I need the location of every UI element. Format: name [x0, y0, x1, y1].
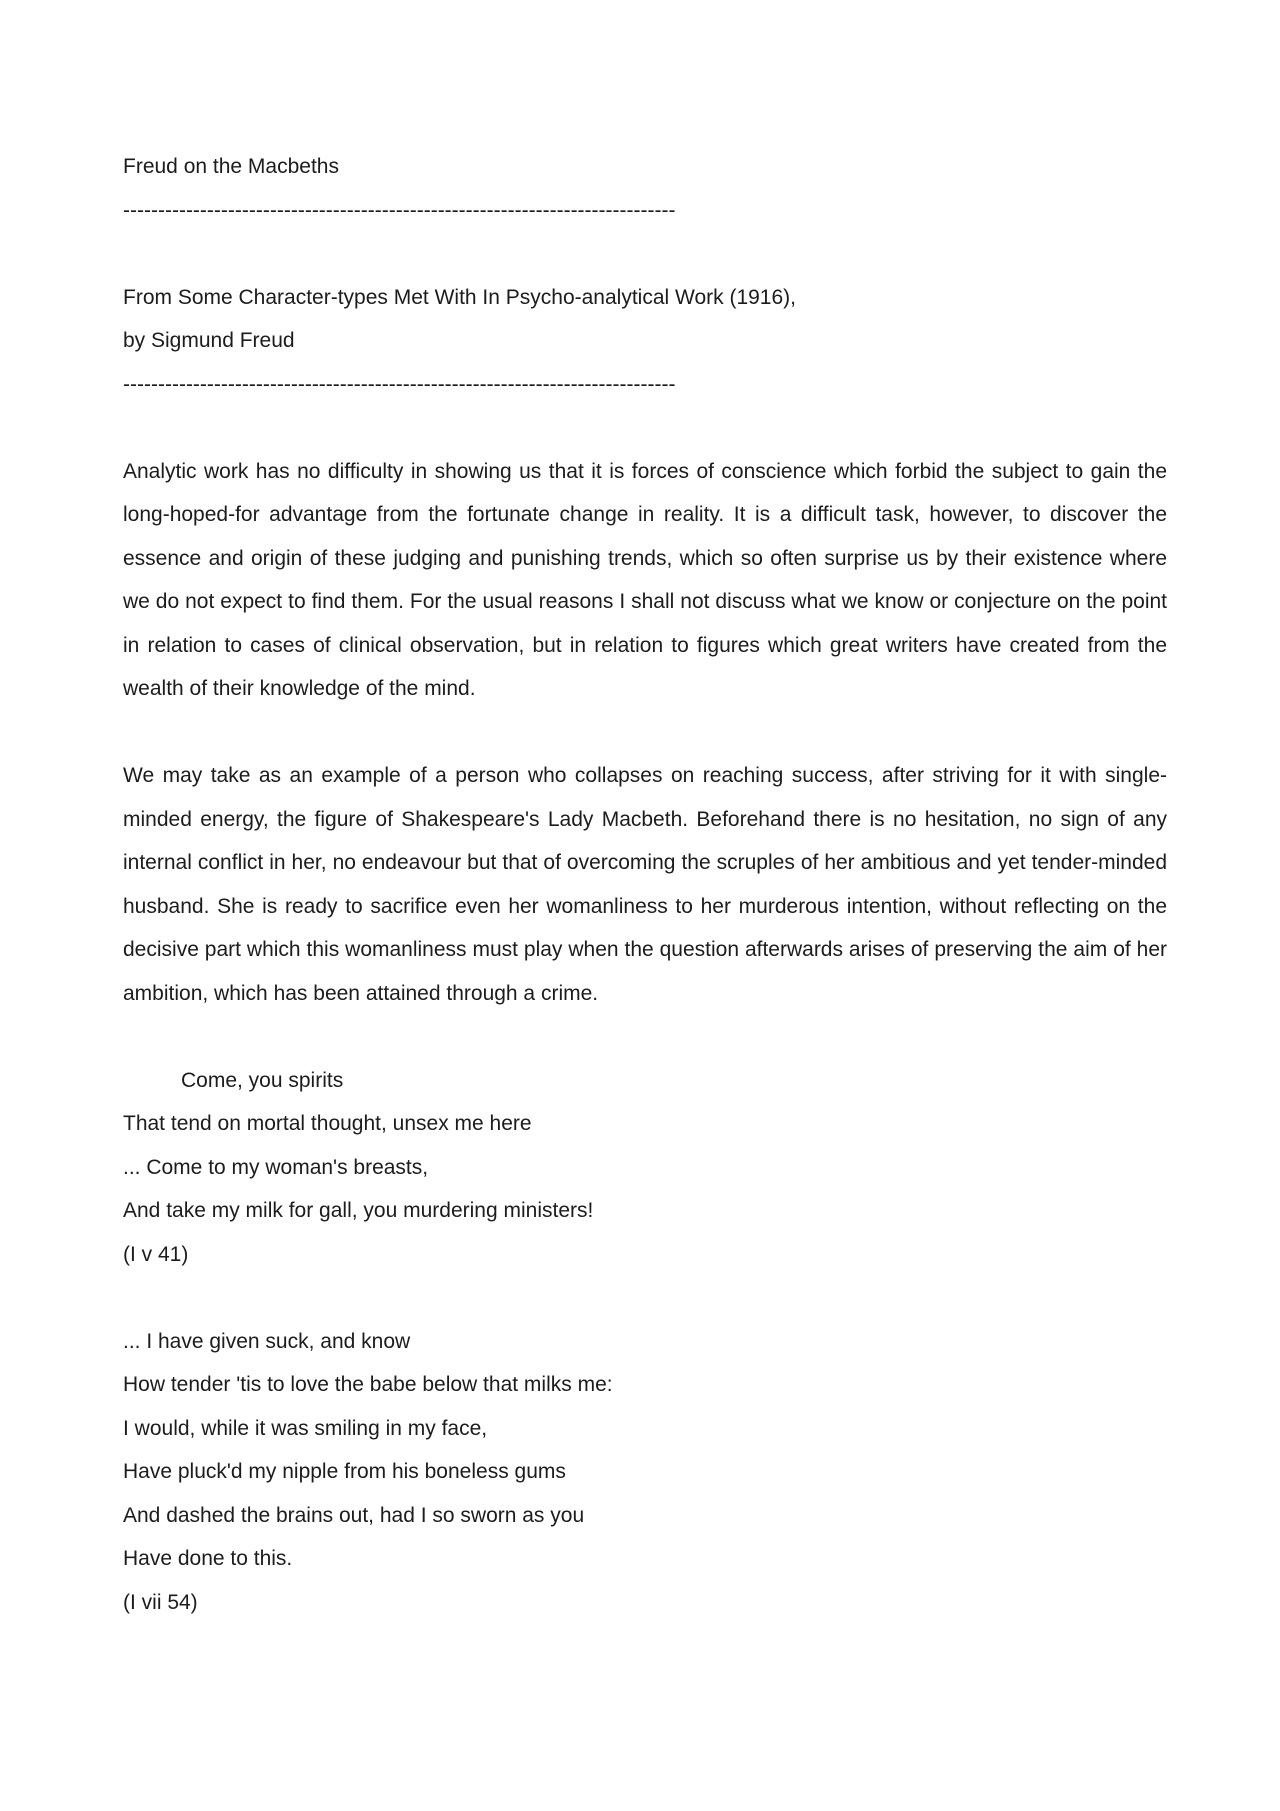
- quote-line: Come, you spirits: [181, 1068, 344, 1092]
- quote-line: ... I have given suck, and know: [123, 1329, 411, 1353]
- paragraph-analytic-work: Analytic work has no difficulty in showing us that it is forces of conscience which forbid the subject to gain the long-hoped-for advantage from the fortunate change in reality. It is a difficult task, however, to discover the essence and origin of these judging and punishing trends, which so often surprise us by their existence where we do not expect to find them. For the usual reasons I shall not discuss what we know or conjecture on the point in relation to cases of clinical observation, but in relation to figures which great writers have created from the wealth of their knowledge of the mind.: [123, 459, 1167, 700]
- document-title: Freud on the Macbeths: [123, 155, 339, 178]
- quote-line: And dashed the brains out, had I so sworn as you: [123, 1503, 585, 1527]
- quote-unsex-me-here: [123, 1059, 1167, 1277]
- quote-given-suck: [123, 1320, 1167, 1625]
- spacer: [123, 406, 1167, 450]
- source-line: From Some Character-types Met With In Psycho-analytical Work (1916),: [123, 285, 796, 309]
- quote-line: And take my milk for gall, you murdering ministers!: [123, 1199, 594, 1222]
- document-page: [123, 145, 1167, 1624]
- quote-line: How tender 'tis to love the babe below that milks me:: [123, 1373, 613, 1396]
- author-line: by Sigmund Freud: [123, 329, 295, 352]
- spacer: [123, 711, 1167, 755]
- quote-line: Have pluck'd my nipple from his boneless gums: [123, 1460, 566, 1483]
- separator-top: -------------------------------------------------------------------------------: [123, 198, 676, 222]
- quote-line: That tend on mortal thought, unsex me here: [123, 1112, 532, 1135]
- quote-line: Have done to this.: [123, 1547, 293, 1570]
- spacer: [123, 232, 1167, 276]
- quote-line: I would, while it was smiling in my face,: [123, 1416, 488, 1440]
- spacer: [123, 1015, 1167, 1059]
- quote-citation: (I vii 54): [123, 1590, 198, 1614]
- spacer: [123, 1276, 1167, 1320]
- separator-bottom: -------------------------------------------------------------------------------: [123, 372, 676, 396]
- quote-line: ... Come to my woman's breasts,: [123, 1155, 429, 1179]
- paragraph-lady-macbeth: We may take as an example of a person who collapses on reaching success, after striving for it with single-minded energy, the figure of Shakespeare's Lady Macbeth. Beforehand there is no hesitation, no sign of any internal conflict in her, no endeavour but that of overcoming the scruples of her ambitious and yet tender-minded husband. She is ready to sacrifice even her womanliness to her murderous intention, without reflecting on the decisive part which this womanliness must play when the question afterwards arises of preserving the aim of her ambition, which has been attained through a crime.: [123, 764, 1167, 1005]
- quote-citation: (I v 41): [123, 1242, 189, 1266]
